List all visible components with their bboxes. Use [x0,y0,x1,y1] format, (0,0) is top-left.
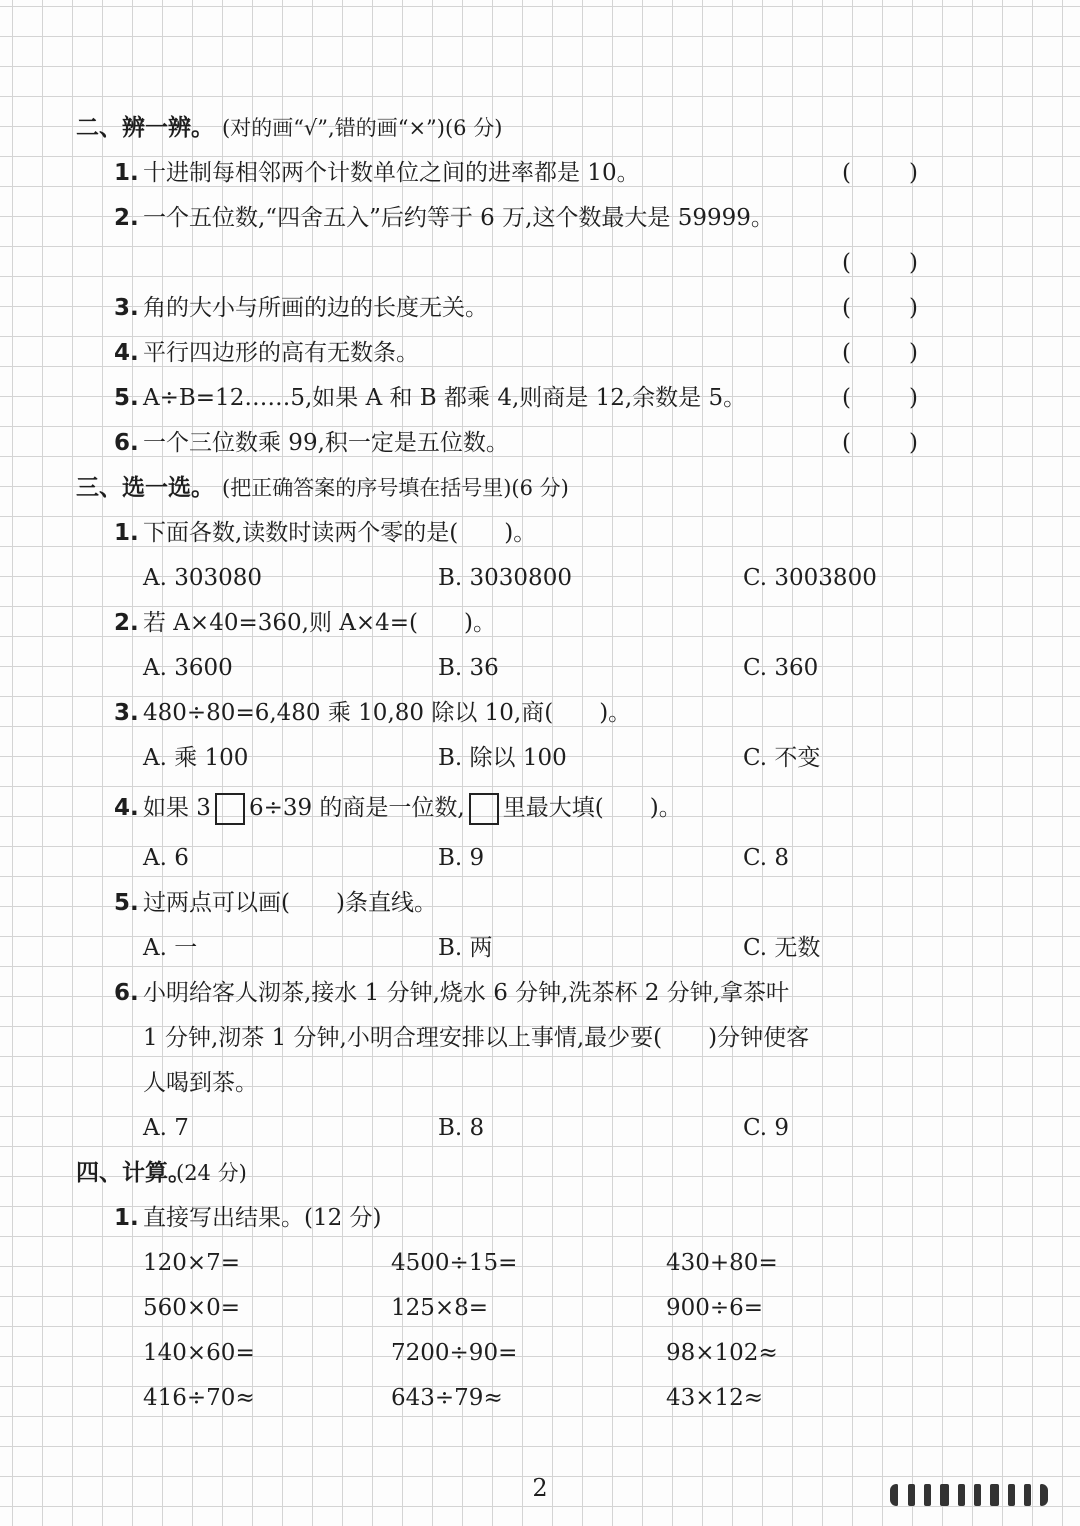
question-text-line2: 1 分钟,沏茶 1 分钟,小明合理安排以上事情,最少要( )分钟使客 [143,1025,810,1051]
item-text: 十进制每相邻两个计数单位之间的进率都是 10。 [143,160,640,186]
choice-question-6-cont2 [0,1063,1080,1103]
calc-row [0,1243,1080,1283]
judge-item-6 [0,423,1080,463]
choice-question-6 [0,973,1080,1013]
option-a[interactable]: A. 6 [143,845,189,871]
calc-row [0,1378,1080,1418]
sub-text: 直接写出结果。(12 分) [143,1205,382,1231]
calc-expression[interactable]: 643÷79≈ [391,1385,503,1411]
judge-item-1 [0,153,1080,193]
question-number: 5. [114,890,139,916]
choice-question-3 [0,693,1080,733]
option-c[interactable]: C. 8 [743,845,790,871]
choice-question-6-cont [0,1018,1080,1058]
option-c[interactable]: C. 360 [743,655,819,681]
answer-parentheses[interactable]: ( ) [842,385,918,411]
judge-item-5 [0,378,1080,418]
calc-expression[interactable]: 416÷70≈ [143,1385,255,1411]
calc-subheading [0,1198,1080,1238]
question-text: 过两点可以画( )条直线。 [143,890,437,916]
calc-expression[interactable]: 120×7= [143,1250,241,1276]
blank-box[interactable] [215,793,245,825]
option-a[interactable]: A. 3600 [143,655,233,681]
section4-heading [0,1153,1080,1193]
question-text: 下面各数,读数时读两个零的是( )。 [143,520,537,546]
calc-expression[interactable]: 560×0= [143,1295,241,1321]
option-a[interactable]: A. 7 [143,1115,189,1141]
question-text: 若 A×40=360,则 A×4=( )。 [143,610,496,636]
calc-expression[interactable]: 98×102≈ [666,1340,778,1366]
choice-question-5 [0,883,1080,923]
item-text: 平行四边形的高有无数条。 [143,340,419,366]
section2-heading [0,108,1080,148]
item-number: 2. [114,205,139,231]
option-b[interactable]: B. 8 [438,1115,485,1141]
blank-box[interactable] [469,793,499,825]
option-a[interactable]: A. 303080 [143,565,263,591]
judge-item-3 [0,288,1080,328]
option-b[interactable]: B. 除以 100 [438,745,567,771]
option-b[interactable]: B. 两 [438,935,493,961]
option-c[interactable]: C. 9 [743,1115,790,1141]
question-number: 3. [114,700,139,726]
option-b[interactable]: B. 9 [438,845,485,871]
calc-row [0,1333,1080,1373]
item-text: 一个三位数乘 99,积一定是五位数。 [143,430,509,456]
calc-expression[interactable]: 140×60= [143,1340,255,1366]
item-text: A÷B=12……5,如果 A 和 B 都乘 4,则商是 12,余数是 5。 [143,385,747,411]
calc-expression[interactable]: 43×12≈ [666,1385,764,1411]
option-c[interactable]: C. 不变 [743,745,821,771]
choice-question-2 [0,603,1080,643]
section3-heading [0,468,1080,508]
question-text: 480÷80=6,480 乘 10,80 除以 10,商( )。 [143,700,632,726]
section4-title: 四、计算。 [76,1160,191,1186]
option-c[interactable]: C. 3003800 [743,565,877,591]
option-a[interactable]: A. 一 [143,935,198,961]
option-c[interactable]: C. 无数 [743,935,821,961]
calc-expression[interactable]: 900÷6= [666,1295,764,1321]
answer-parentheses[interactable]: ( ) [842,160,918,186]
watermark-barcode-icon [884,1480,1056,1508]
answer-parentheses[interactable]: ( ) [842,340,918,366]
page-number: 2 [532,1474,548,1502]
question-number: 2. [114,610,139,636]
choice-options-4 [0,838,1080,878]
choice-options-3 [0,738,1080,778]
option-b[interactable]: B. 3030800 [438,565,572,591]
choice-options-2 [0,648,1080,688]
answer-parentheses[interactable]: ( ) [842,430,918,456]
answer-parentheses[interactable]: ( ) [842,250,918,276]
calc-expression[interactable]: 4500÷15= [391,1250,518,1276]
question-text-line1: 小明给客人沏茶,接水 1 分钟,烧水 6 分钟,洗茶杯 2 分钟,拿茶叶 [143,980,790,1006]
section4-note: (24 分) [176,1161,247,1185]
question-number: 1. [114,520,139,546]
choice-options-6 [0,1108,1080,1148]
calc-expression[interactable]: 430+80= [666,1250,778,1276]
calc-expression[interactable]: 7200÷90= [391,1340,518,1366]
section2-note: (对的画“√”,错的画“×”)(6 分) [222,116,503,140]
question-text: 如果 3 6÷39 的商是一位数, 里最大填( )。 [143,788,682,828]
calc-row [0,1288,1080,1328]
section2-title: 二、辨一辨。 [76,115,214,141]
choice-question-4 [0,788,1080,828]
item-number: 5. [114,385,139,411]
choice-options-5 [0,928,1080,968]
sub-number: 1. [114,1205,139,1231]
section3-note: (把正确答案的序号填在括号里)(6 分) [222,476,569,500]
item-text: 一个五位数,“四舍五入”后约等于 6 万,这个数最大是 59999。 [143,205,774,231]
calc-expression[interactable]: 125×8= [391,1295,489,1321]
choice-question-1 [0,513,1080,553]
option-b[interactable]: B. 36 [438,655,499,681]
item-number: 3. [114,295,139,321]
judge-item-4 [0,333,1080,373]
item-number: 4. [114,340,139,366]
question-number: 4. [114,795,139,821]
section3-title: 三、选一选。 [76,475,214,501]
option-a[interactable]: A. 乘 100 [143,745,249,771]
choice-options-1 [0,558,1080,598]
item-text: 角的大小与所画的边的长度无关。 [143,295,488,321]
question-text-line3: 人喝到茶。 [143,1070,258,1096]
judge-item-2-answer [0,243,1080,283]
item-number: 6. [114,430,139,456]
item-number: 1. [114,160,139,186]
question-number: 6. [114,980,139,1006]
answer-parentheses[interactable]: ( ) [842,295,918,321]
judge-item-2 [0,198,1080,238]
